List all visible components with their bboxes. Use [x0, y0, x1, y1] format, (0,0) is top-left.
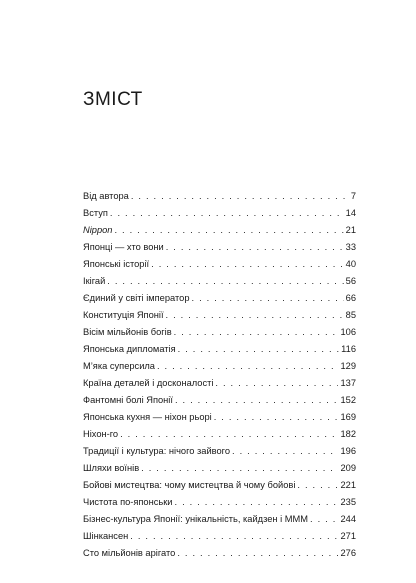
toc-entry-page: 276	[340, 548, 356, 558]
toc-entry	[83, 460, 356, 477]
toc-entry-page: 21	[345, 225, 356, 235]
toc-entry	[83, 205, 356, 222]
toc-entry	[83, 528, 356, 545]
toc-entry-page: 152	[340, 395, 356, 405]
toc-entry	[83, 256, 356, 273]
toc-entry-page: 56	[345, 276, 356, 286]
toc-entry-title: Конституція Японії	[83, 310, 164, 320]
toc-entry	[83, 188, 356, 205]
toc-entry	[83, 477, 356, 494]
toc-leader-dots	[214, 409, 339, 426]
toc-entry	[83, 358, 356, 375]
toc-entry-page: 169	[340, 412, 356, 422]
toc-entry-title: Бізнес-культура Японії: унікальність, кайдзен і МММ	[83, 514, 308, 524]
toc-entry-page: 33	[345, 242, 356, 252]
toc-entry-page: 221	[340, 480, 356, 490]
toc-entry-page: 235	[340, 497, 356, 507]
toc-leader-dots	[151, 256, 344, 273]
toc-entry-page: 129	[340, 361, 356, 371]
toc-entry-title: Шляхи воїнів	[83, 463, 140, 473]
toc-entry-page: 116	[341, 344, 356, 354]
toc-leader-dots	[166, 307, 344, 324]
toc-leader-dots	[310, 511, 338, 528]
toc-entry	[83, 545, 356, 562]
toc-entry	[83, 222, 356, 239]
toc-entry	[83, 375, 356, 392]
toc-leader-dots	[177, 545, 338, 562]
toc-leader-dots	[114, 222, 343, 239]
toc-entry-page: 85	[345, 310, 356, 320]
toc-entry-title: Шінкансен	[83, 531, 129, 541]
toc-leader-dots	[232, 443, 338, 460]
toc-leader-dots	[297, 477, 338, 494]
toc-entry	[83, 392, 356, 409]
toc-entry-title: Nippon	[83, 225, 113, 235]
toc-leader-dots	[131, 188, 349, 205]
toc-entry-title: Традиції і культура: нічого зайвого	[83, 446, 231, 456]
toc-leader-dots	[174, 324, 339, 341]
toc-entry-page: 106	[340, 327, 356, 337]
toc-entry-title: Японська кухня — ніхон рьорі	[83, 412, 212, 422]
toc-leader-dots	[141, 460, 338, 477]
toc-entry	[83, 324, 356, 341]
toc-entry-title: Ніхон-го	[83, 429, 119, 439]
toc-entry-page: 7	[350, 191, 356, 201]
toc-entry-title: Сто мільйонів арігато	[83, 548, 176, 558]
toc-entry-page: 244	[340, 514, 356, 524]
toc-entry	[83, 239, 356, 256]
toc-entry-page: 271	[340, 531, 356, 541]
toc-entry-title: Вступ	[83, 208, 108, 218]
toc-leader-dots	[175, 494, 339, 511]
toc-entry-title: Японці — хто вони	[83, 242, 164, 252]
toc-entry-page: 66	[345, 293, 356, 303]
toc-entry-title: Вісім мільйонів богів	[83, 327, 172, 337]
toc-leader-dots	[157, 358, 339, 375]
toc-entry	[83, 290, 356, 307]
toc-entry-page: 40	[345, 259, 356, 269]
toc-leader-dots	[110, 205, 344, 222]
toc-leader-dots	[166, 239, 344, 256]
toc-leader-dots	[215, 375, 338, 392]
toc-leader-dots	[120, 426, 338, 443]
toc-entry-page: 137	[340, 378, 356, 388]
toc-leader-dots	[178, 341, 340, 358]
toc-entry	[83, 273, 356, 290]
toc-entry-page: 14	[345, 208, 356, 218]
toc-leader-dots	[192, 290, 344, 307]
toc-entry	[83, 494, 356, 511]
toc-entry	[83, 426, 356, 443]
toc-entry-title: Фантомні болі Японії	[83, 395, 173, 405]
toc-entry-page: 182	[340, 429, 356, 439]
toc-entry-page: 196	[340, 446, 356, 456]
toc-entry	[83, 443, 356, 460]
toc-entry-title: Бойові мистецтва: чому мистецтва й чому бойові	[83, 480, 296, 490]
table-of-contents	[83, 188, 356, 562]
toc-entry-title: Японські історії	[83, 259, 150, 269]
toc-entry	[83, 511, 356, 528]
toc-entry-title: Від автора	[83, 191, 129, 201]
toc-entry-title: Ікігай	[83, 276, 106, 286]
toc-entry-title: Країна деталей і досконалості	[83, 378, 214, 388]
toc-entry-page: 209	[340, 463, 356, 473]
page-title: ЗМІСТ	[83, 89, 143, 110]
toc-entry	[83, 307, 356, 324]
toc-leader-dots	[130, 528, 338, 545]
toc-entry	[83, 341, 356, 358]
toc-leader-dots	[175, 392, 339, 409]
toc-entry-title: М’яка суперсила	[83, 361, 155, 371]
toc-entry-title: Японська дипломатія	[83, 344, 176, 354]
toc-entry-title: Чистота по-японськи	[83, 497, 173, 507]
toc-leader-dots	[107, 273, 343, 290]
toc-entry-title: Єдиний у світі імператор	[83, 293, 190, 303]
toc-entry	[83, 409, 356, 426]
